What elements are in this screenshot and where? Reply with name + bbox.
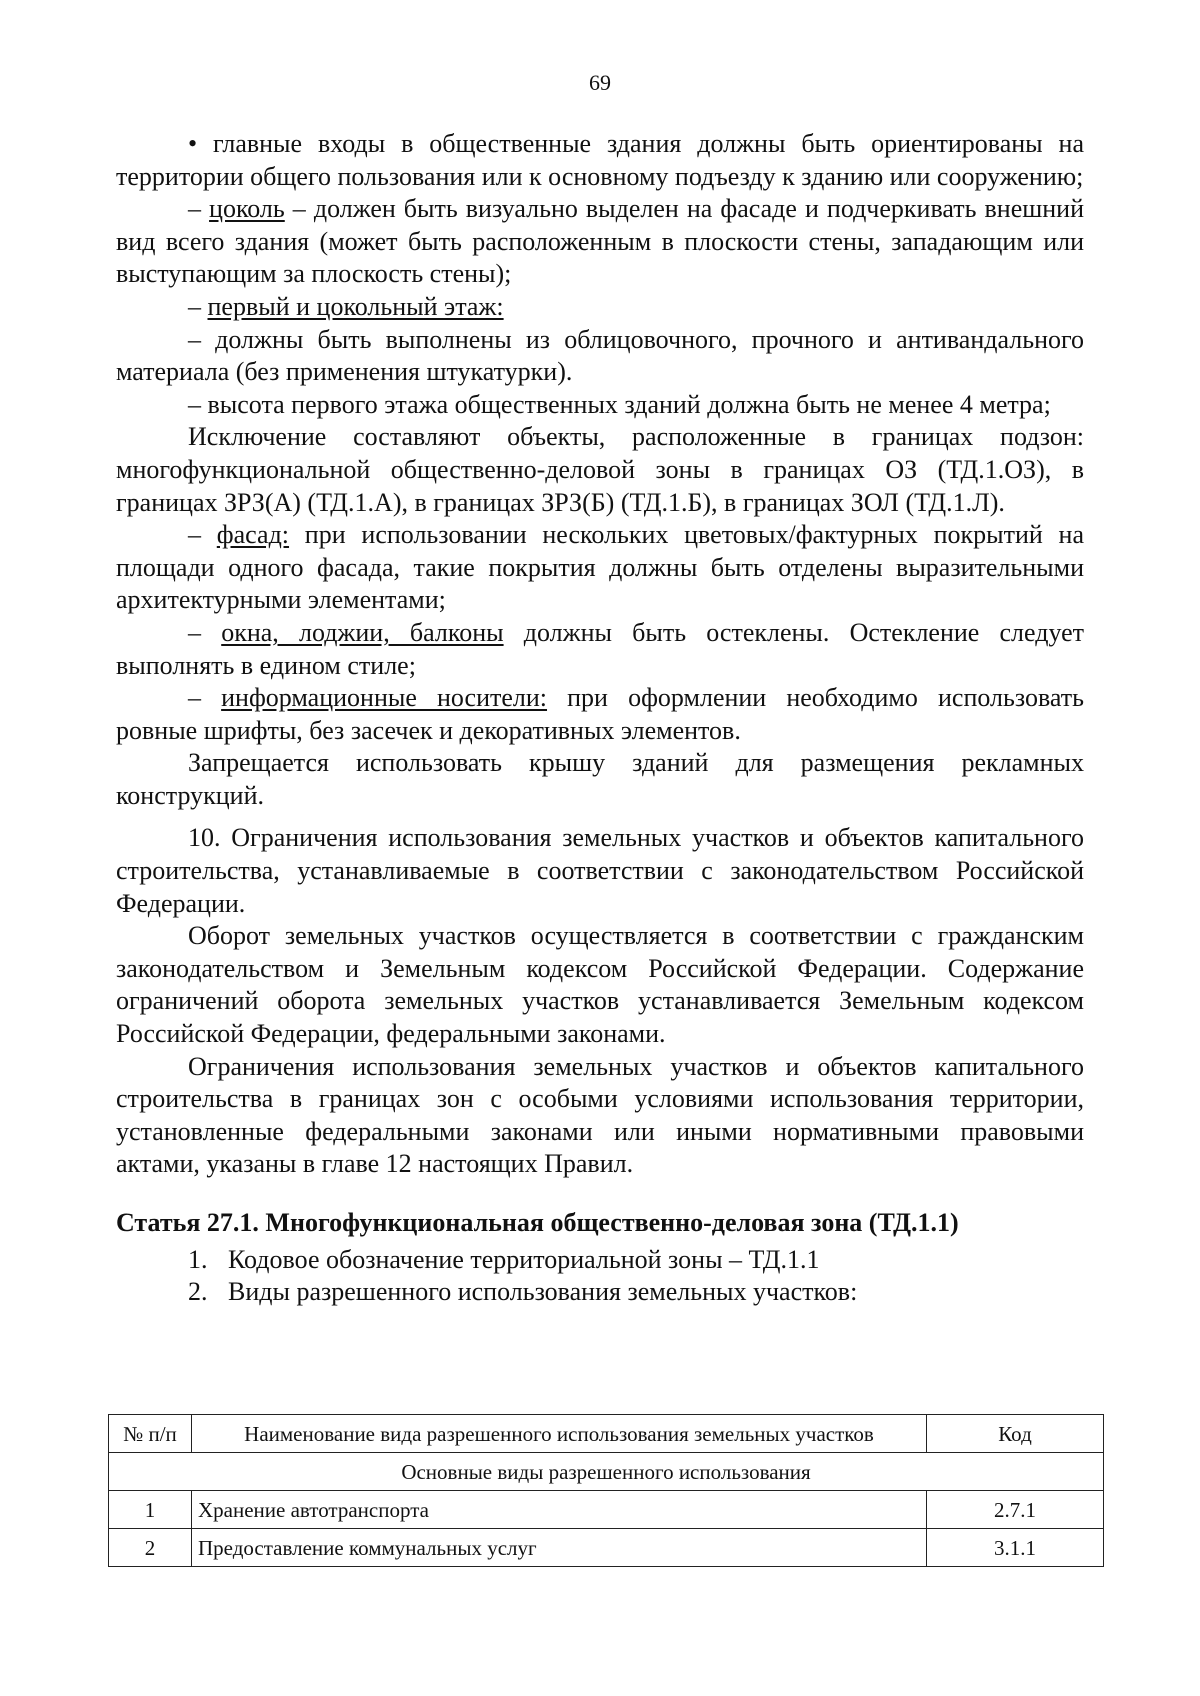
paragraph-zone-restrictions: Ограничения использования земельных участков и объектов капитального строительства в границах зон с особыми условиями использования территории, установленные федеральными законами или иными нормативными правовыми актами, указаны в главе 12 настоящих Правил. (116, 1051, 1084, 1179)
paragraph-land-turnover: Оборот земельных участков осуществляется в соответствии с гражданским законодательством и Земельным кодексом Российской Федерации. Содержание ограничений оборота земельных участков устанавливается Земельным кодексом Российской Федерации, федеральными законами. (116, 921, 1084, 1049)
term-first-floor: первый и цокольный этаж: (207, 291, 504, 321)
row-code: 2.7.1 (927, 1491, 1104, 1529)
paragraph-roof-ads: Запрещается использовать крышу зданий для размещения рекламных конструкций. (116, 748, 1084, 810)
document-body (116, 128, 1084, 1309)
paragraph-restrictions: 10. Ограничения использования земельных участков и объектов капитального строительства, устанавливаемые в соответствии с законодательством Российской Федерации. (116, 823, 1084, 918)
table-group-row (109, 1453, 1104, 1491)
article-heading: Статья 27.1. Многофункциональная общественно-деловая зона (ТД.1.1) (116, 1208, 959, 1237)
table-row (109, 1491, 1104, 1529)
header-code: Код (927, 1415, 1104, 1453)
term-plinth: цоколь (209, 194, 285, 224)
term-windows: окна, лоджии, балконы (221, 617, 504, 647)
list-item: 1. Кодовое обозначение территориальной зоны – ТД.1.1 (188, 1244, 820, 1274)
paragraph-exception: Исключение составляют объекты, расположенные в границах подзон: многофункциональной общественно-деловой зоны в границах ОЗ (ТД.1.ОЗ), в границах ЗРЗ(А) (ТД.1.А), в границах ЗРЗ(Б) (ТД.1.Б), в границах ЗОЛ (ТД.1.Л). (116, 422, 1084, 517)
row-name: Предоставление коммунальных услуг (192, 1529, 927, 1567)
group-label: Основные виды разрешенного использования (109, 1453, 1104, 1491)
row-number: 2 (109, 1529, 192, 1567)
list-item: 2. Виды разрешенного использования земельных участков: (188, 1277, 858, 1307)
term-info-carriers: информационные носители: (221, 683, 548, 713)
header-number: № п/п (109, 1415, 192, 1453)
row-number: 1 (109, 1491, 192, 1529)
paragraph-info-carriers: – информационные носители: при оформлении необходимо использовать ровные шрифты, без засечек и декоративных элементов. (116, 683, 1084, 745)
row-name: Хранение автотранспорта (192, 1491, 927, 1529)
page-number: 69 (589, 70, 611, 95)
term-facade: фасад: (216, 520, 290, 550)
paragraph-first-floor: – первый и цокольный этаж: (188, 291, 504, 321)
paragraph-materials: – должны быть выполнены из облицовочного, прочного и антивандального материала (без применения штукатурки). (116, 324, 1084, 387)
paragraph-floor-height: – высота первого этажа общественных зданий должна быть не менее 4 метра; (188, 389, 1051, 419)
paragraph-entrances: • главные входы в общественные здания должны быть ориентированы на территории общего пользования или к основному подъезду к зданию или сооружению; (116, 129, 1084, 191)
header-name: Наименование вида разрешенного использования земельных участков (192, 1415, 927, 1453)
paragraph-facade: – фасад: при использовании нескольких цветовых/фактурных покрытий на площади одного фасада, такие покрытия должны быть отделены выразительными архитектурными элементами; (116, 520, 1085, 615)
row-code: 3.1.1 (927, 1529, 1104, 1567)
paragraph-windows: – окна, лоджии, балконы должны быть остеклены. Остекление следует выполнять в едином стиле; (116, 617, 1085, 680)
table-header-row (109, 1415, 1104, 1453)
paragraph-plinth: – цоколь – должен быть визуально выделен на фасаде и подчеркивать внешний вид всего здания (может быть расположенным в плоскости стены, западающим или выступающим за плоскость стены); (116, 194, 1085, 289)
table-row (109, 1529, 1104, 1567)
land-use-table (108, 1414, 1104, 1567)
